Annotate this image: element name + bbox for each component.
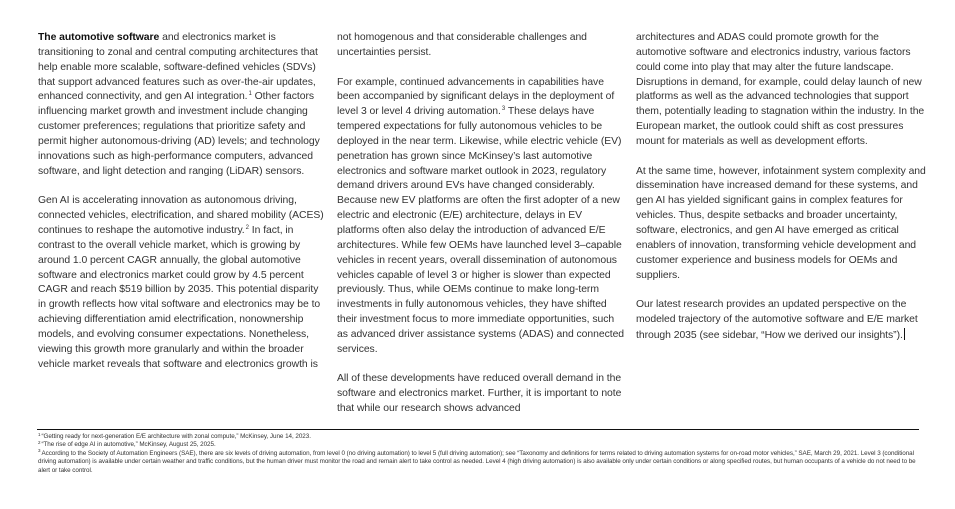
paragraph-text: not homogenous and that considerable challenges and uncertainties persist.	[337, 32, 587, 58]
footnote-number: 1	[38, 431, 41, 437]
paragraph-text: Gen AI is accelerating innovation as autonomous driving, connected vehicles, electrification, and shared mobility (ACES) continues to reshape the automotive industry.	[38, 195, 324, 236]
footnote-ref-2[interactable]: 2	[245, 224, 249, 231]
paragraph-architectures	[636, 31, 928, 150]
footnote-ref-3[interactable]: 3	[501, 106, 506, 113]
paragraph-text: and electronics market is transitioning to zonal and central computing architectures that help enable more scalable, software-defined vehicles (SDVs) that support advanced features such as over-the-air updates, enhanced connectivity, and gen AI integration.	[38, 32, 318, 103]
footnote-text: “Getting ready for next-generation E/E architecture with zonal compute,” McKinsey, June 14, 2023.	[41, 433, 311, 440]
footnote-number: 3	[38, 448, 41, 454]
footnote-2	[38, 441, 920, 449]
article-column-2	[337, 31, 627, 417]
paragraph-latest-research	[636, 298, 928, 344]
paragraph-text: architectures and ADAS could promote growth for the automotive software and electronics industry, various factors could come into play that may alter the future landscape. Disruptions in demand, for example, could delay launch of new platforms as well as the advanced technologies that support them, potentially leading to stagnation within the industry. In the European market, the outlook could shift as cost pressures mount for materials as well as development efforts.	[636, 32, 925, 147]
footnote-text: According to the Society of Automation Engineers (SAE), there are six levels of driving automation, from level 0 (no driving automation) to level 5 (full driving automation); see “Taxonomy and definitions for terms related to driving automation systems for on-road motor vehicles,” SAE, March 29, 2021. Level 3 (conditional driving automation) is available under certain weather and traffic conditions, but the human driver must monitor the road and remain alert to take control as needed. Level 4 (high driving automation) is also available only under certain conditions or along specified routes, but human occupants of a vehicle do not need to be alert or take control.	[38, 449, 916, 474]
text-cursor	[904, 328, 905, 340]
paragraph-delays	[337, 76, 627, 358]
paragraph-demand	[337, 372, 627, 417]
lead-in-bold: The automotive software	[38, 32, 160, 43]
paragraph-infotainment	[636, 165, 928, 284]
paragraph-gen-ai	[38, 194, 328, 372]
paragraph-text: Our latest research provides an updated perspective on the modeled trajectory of the automotive software and E/E market through 2035 (see sidebar, “How we derived our insights”).	[636, 299, 918, 341]
footnote-text: “The rise of edge AI in automotive,” McKinsey, August 25, 2025.	[41, 441, 216, 449]
paragraph-intro	[38, 31, 328, 179]
paragraph-text-continued: These delays have tempered expectations for fully autonomous vehicles to be deployed in the near term. Likewise, while electric vehicle (EV) penetration has grown since McKinsey’s last automotive electronics and software market outlook in 2023, regulatory demand drivers around EVs have changed considerably. Because new EV platforms are often the first adopter of a new electric and electronic (E/E) architecture, delays in EV platforms often also delay the introduction of advanced E/E architectures. While few OEMs have launched level 3–capable vehicles in recent years, overall dissemination of autonomous vehicles capable of level 3 or higher is slower than expected previously. Thus, while OEMs continue to make long-term investments in fully autonomous vehicles, they have shifted their investment focus to more immediate opportunities, such as advanced driver assistance systems (ADAS) and connected services.	[337, 106, 625, 355]
article-column-1	[38, 31, 328, 417]
footnote-divider	[37, 429, 919, 430]
paragraph-text: At the same time, however, infotainment system complexity and dissemination have increased demand for these systems, and gen AI has yielded significant gains in complex features for vehicles. Thus, despite setbacks and broader uncertainty, software, electronics, and gen AI have emerged as critical enablers of innovation, transforming vehicle development and customer experience and business models for OEMs and suppliers.	[636, 165, 926, 281]
paragraph-text-continued: Other factors influencing market growth and investment include changing customer preferences; regulations that prioritize safety and permit higher autonomous-driving (AD) levels; and technology innovations such as high-performance computers, advanced software, and light detection and ranging (LiDAR) sensors.	[38, 91, 320, 177]
footnotes-section	[38, 433, 920, 475]
footnote-ref-1[interactable]: 1	[248, 91, 252, 98]
footnote-number: 2	[38, 439, 41, 445]
article-body	[38, 31, 928, 417]
paragraph-text: For example, continued advancements in capabilities have been accompanied by significant delays in the deployment of level 3 or level 4 driving automation.	[337, 76, 615, 118]
paragraph-continuation	[337, 31, 627, 61]
paragraph-text: All of these developments have reduced overall demand in the software and electronics market. Further, it is important to note that while our research shows advanced	[337, 373, 622, 415]
paragraph-text-continued: In fact, in contrast to the overall vehicle market, which is growing by around 1.0 percent CAGR annually, the global automotive software and electronics market could grow by 4.5 percent CAGR and reach $519 billion by 2035. This potential disparity in growth reflects how vital software and electronics may be to achieving differentiation amid electrification, nonownership models, and evolving consumer expectations. Nonetheless, viewing this growth more granularly and within the broader vehicle market reveals that software and electronics growth is	[38, 224, 321, 370]
footnote-3	[38, 450, 920, 475]
article-column-3	[636, 31, 928, 417]
